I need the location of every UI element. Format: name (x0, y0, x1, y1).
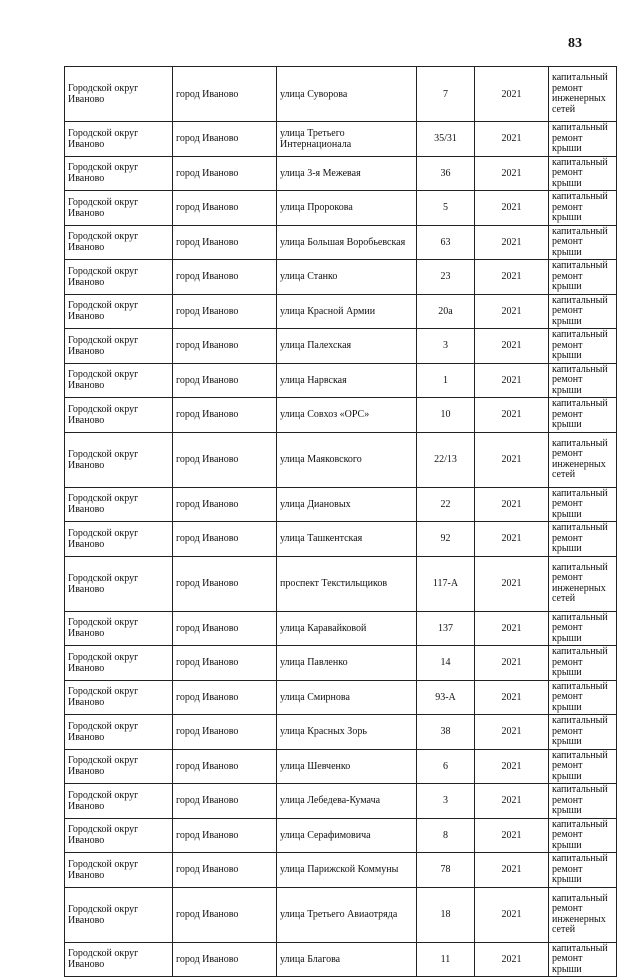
city-cell: город Иваново (173, 611, 277, 646)
street-cell: улица Красной Армии (277, 294, 417, 329)
work-cell: капитальный ремонт крыши (549, 398, 617, 433)
work-cell: капитальный ремонт крыши (549, 818, 617, 853)
street-cell: улица Большая Воробьевская (277, 225, 417, 260)
year-cell: 2021 (475, 191, 549, 226)
house-cell: 1 (417, 363, 475, 398)
city-cell: город Иваново (173, 942, 277, 977)
street-cell: улица Ташкентская (277, 522, 417, 557)
year-cell: 2021 (475, 611, 549, 646)
house-cell: 22 (417, 487, 475, 522)
street-cell: улица Серафимовича (277, 818, 417, 853)
year-cell: 2021 (475, 715, 549, 750)
work-cell: капитальный ремонт крыши (549, 329, 617, 364)
house-cell: 36 (417, 156, 475, 191)
house-cell: 6 (417, 749, 475, 784)
house-cell: 3 (417, 329, 475, 364)
district-cell: Городской округ Иваново (65, 556, 173, 611)
work-cell: капитальный ремонт крыши (549, 260, 617, 295)
house-cell: 7 (417, 67, 475, 122)
street-cell: улица Станко (277, 260, 417, 295)
district-cell: Городской округ Иваново (65, 646, 173, 681)
house-cell: 11 (417, 942, 475, 977)
work-cell: капитальный ремонт крыши (549, 942, 617, 977)
table-row (65, 363, 617, 398)
page-number: 83 (568, 36, 582, 51)
table-row (65, 818, 617, 853)
work-cell: капитальный ремонт инженерных сетей (549, 887, 617, 942)
district-cell: Городской округ Иваново (65, 853, 173, 888)
house-cell: 23 (417, 260, 475, 295)
table-row (65, 122, 617, 157)
year-cell: 2021 (475, 818, 549, 853)
work-cell: капитальный ремонт инженерных сетей (549, 67, 617, 122)
city-cell: город Иваново (173, 363, 277, 398)
house-cell: 137 (417, 611, 475, 646)
street-cell: улица Благова (277, 942, 417, 977)
work-cell: капитальный ремонт крыши (549, 522, 617, 557)
house-cell: 63 (417, 225, 475, 260)
street-cell: улица Третьего Авиаотряда (277, 887, 417, 942)
house-cell: 22/13 (417, 432, 475, 487)
street-cell: улица Третьего Интернационала (277, 122, 417, 157)
work-cell: капитальный ремонт крыши (549, 611, 617, 646)
city-cell: город Иваново (173, 749, 277, 784)
year-cell: 2021 (475, 432, 549, 487)
table-row (65, 556, 617, 611)
city-cell: город Иваново (173, 329, 277, 364)
house-cell: 3 (417, 784, 475, 819)
street-cell: улица 3-я Межевая (277, 156, 417, 191)
district-cell: Городской округ Иваново (65, 294, 173, 329)
table-row (65, 260, 617, 295)
year-cell: 2021 (475, 398, 549, 433)
house-cell: 18 (417, 887, 475, 942)
table-row (65, 680, 617, 715)
house-cell: 78 (417, 853, 475, 888)
street-cell: улица Совхоз «ОРС» (277, 398, 417, 433)
street-cell: улица Маяковского (277, 432, 417, 487)
district-cell: Городской округ Иваново (65, 680, 173, 715)
year-cell: 2021 (475, 784, 549, 819)
table-row (65, 329, 617, 364)
city-cell: город Иваново (173, 680, 277, 715)
district-cell: Городской округ Иваново (65, 225, 173, 260)
city-cell: город Иваново (173, 156, 277, 191)
year-cell: 2021 (475, 329, 549, 364)
district-cell: Городской округ Иваново (65, 715, 173, 750)
work-cell: капитальный ремонт крыши (549, 749, 617, 784)
street-cell: улица Пророкова (277, 191, 417, 226)
table-row (65, 611, 617, 646)
year-cell: 2021 (475, 260, 549, 295)
district-cell: Городской округ Иваново (65, 363, 173, 398)
street-cell: улица Палехская (277, 329, 417, 364)
work-cell: капитальный ремонт крыши (549, 294, 617, 329)
work-cell: капитальный ремонт инженерных сетей (549, 556, 617, 611)
house-cell: 14 (417, 646, 475, 681)
house-cell: 5 (417, 191, 475, 226)
table-row (65, 522, 617, 557)
year-cell: 2021 (475, 887, 549, 942)
street-cell: улица Парижской Коммуны (277, 853, 417, 888)
house-cell: 20а (417, 294, 475, 329)
year-cell: 2021 (475, 156, 549, 191)
work-cell: капитальный ремонт крыши (549, 715, 617, 750)
work-cell: капитальный ремонт крыши (549, 363, 617, 398)
table-row (65, 294, 617, 329)
street-cell: улица Лебедева-Кумача (277, 784, 417, 819)
table-row (65, 398, 617, 433)
table-row (65, 432, 617, 487)
year-cell: 2021 (475, 487, 549, 522)
year-cell: 2021 (475, 556, 549, 611)
table-row (65, 942, 617, 977)
city-cell: город Иваново (173, 294, 277, 329)
table-row (65, 191, 617, 226)
street-cell: улица Красных Зорь (277, 715, 417, 750)
street-cell: улица Нарвская (277, 363, 417, 398)
district-cell: Городской округ Иваново (65, 887, 173, 942)
city-cell: город Иваново (173, 398, 277, 433)
district-cell: Городской округ Иваново (65, 122, 173, 157)
district-cell: Городской округ Иваново (65, 156, 173, 191)
registry-table (64, 66, 617, 977)
street-cell: улица Смирнова (277, 680, 417, 715)
year-cell: 2021 (475, 853, 549, 888)
table-row (65, 784, 617, 819)
house-cell: 10 (417, 398, 475, 433)
house-cell: 93-А (417, 680, 475, 715)
house-cell: 8 (417, 818, 475, 853)
table-row (65, 225, 617, 260)
street-cell: улица Каравайковой (277, 611, 417, 646)
table-row (65, 646, 617, 681)
table-row (65, 749, 617, 784)
table-row (65, 156, 617, 191)
district-cell: Городской округ Иваново (65, 67, 173, 122)
table-row (65, 715, 617, 750)
city-cell: город Иваново (173, 432, 277, 487)
street-cell: проспект Текстильщиков (277, 556, 417, 611)
city-cell: город Иваново (173, 818, 277, 853)
house-cell: 92 (417, 522, 475, 557)
year-cell: 2021 (475, 522, 549, 557)
year-cell: 2021 (475, 646, 549, 681)
city-cell: город Иваново (173, 522, 277, 557)
work-cell: капитальный ремонт крыши (549, 191, 617, 226)
work-cell: капитальный ремонт инженерных сетей (549, 432, 617, 487)
district-cell: Городской округ Иваново (65, 749, 173, 784)
year-cell: 2021 (475, 122, 549, 157)
district-cell: Городской округ Иваново (65, 611, 173, 646)
work-cell: капитальный ремонт крыши (549, 487, 617, 522)
work-cell: капитальный ремонт крыши (549, 122, 617, 157)
district-cell: Городской округ Иваново (65, 191, 173, 226)
city-cell: город Иваново (173, 67, 277, 122)
work-cell: капитальный ремонт крыши (549, 853, 617, 888)
district-cell: Городской округ Иваново (65, 329, 173, 364)
year-cell: 2021 (475, 680, 549, 715)
district-cell: Городской округ Иваново (65, 942, 173, 977)
year-cell: 2021 (475, 67, 549, 122)
year-cell: 2021 (475, 749, 549, 784)
city-cell: город Иваново (173, 487, 277, 522)
table-row (65, 887, 617, 942)
year-cell: 2021 (475, 363, 549, 398)
table-row (65, 487, 617, 522)
year-cell: 2021 (475, 294, 549, 329)
house-cell: 38 (417, 715, 475, 750)
district-cell: Городской округ Иваново (65, 784, 173, 819)
city-cell: город Иваново (173, 887, 277, 942)
table-row (65, 853, 617, 888)
district-cell: Городской округ Иваново (65, 522, 173, 557)
year-cell: 2021 (475, 942, 549, 977)
table-row (65, 67, 617, 122)
city-cell: город Иваново (173, 853, 277, 888)
work-cell: капитальный ремонт крыши (549, 646, 617, 681)
year-cell: 2021 (475, 225, 549, 260)
street-cell: улица Суворова (277, 67, 417, 122)
district-cell: Городской округ Иваново (65, 487, 173, 522)
city-cell: город Иваново (173, 191, 277, 226)
city-cell: город Иваново (173, 225, 277, 260)
house-cell: 35/31 (417, 122, 475, 157)
street-cell: улица Диановых (277, 487, 417, 522)
city-cell: город Иваново (173, 784, 277, 819)
house-cell: 117-А (417, 556, 475, 611)
city-cell: город Иваново (173, 646, 277, 681)
street-cell: улица Павленко (277, 646, 417, 681)
district-cell: Городской округ Иваново (65, 398, 173, 433)
district-cell: Городской округ Иваново (65, 818, 173, 853)
work-cell: капитальный ремонт крыши (549, 225, 617, 260)
work-cell: капитальный ремонт крыши (549, 784, 617, 819)
district-cell: Городской округ Иваново (65, 260, 173, 295)
street-cell: улица Шевченко (277, 749, 417, 784)
city-cell: город Иваново (173, 556, 277, 611)
work-cell: капитальный ремонт крыши (549, 680, 617, 715)
work-cell: капитальный ремонт крыши (549, 156, 617, 191)
city-cell: город Иваново (173, 715, 277, 750)
district-cell: Городской округ Иваново (65, 432, 173, 487)
city-cell: город Иваново (173, 260, 277, 295)
city-cell: город Иваново (173, 122, 277, 157)
